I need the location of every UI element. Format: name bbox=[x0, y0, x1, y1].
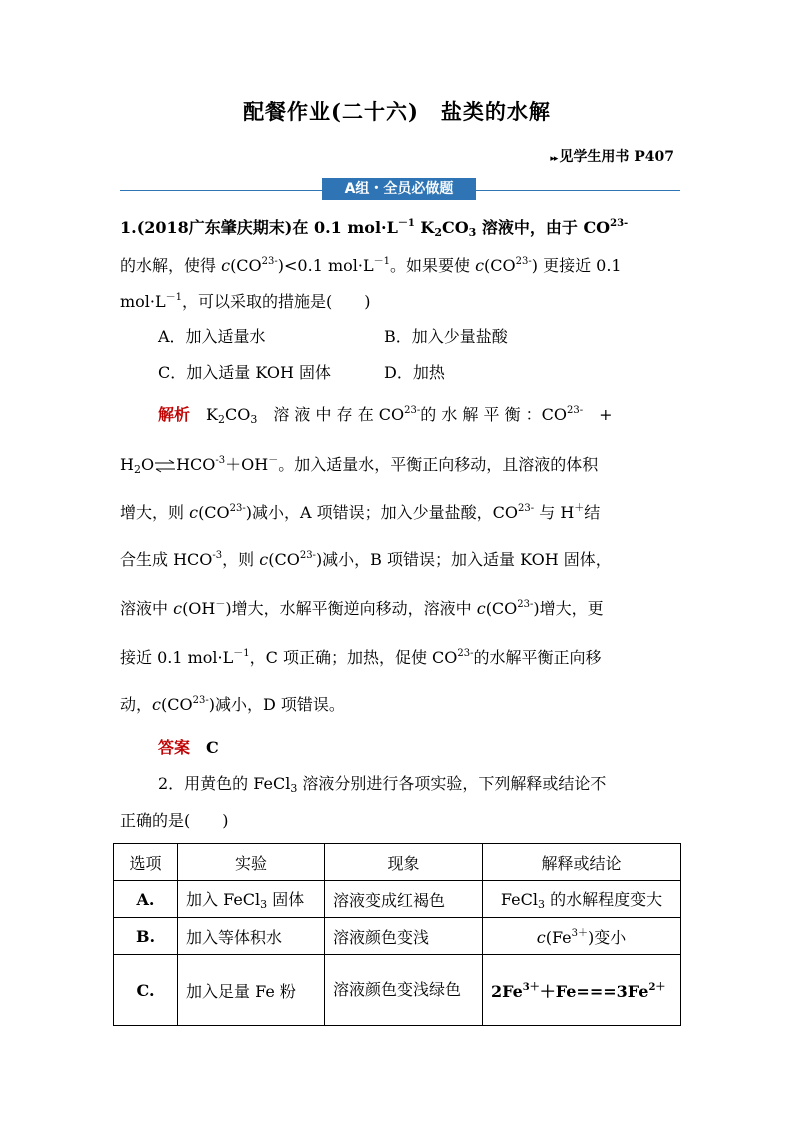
experiment-cell: 加入 FeCl$_3$ 固体 bbox=[178, 881, 325, 918]
phenomenon-cell: 溶液颜色变浅绿色 bbox=[325, 955, 483, 1026]
table-row bbox=[114, 881, 681, 918]
q1-option-c: C．加入适量 KOH 固体 bbox=[158, 363, 332, 382]
q2-line-2: 正确的是( ) bbox=[120, 811, 229, 830]
q1-line-2: 的水解，使得 $c(CO^{23-})<0.1$ $mol\cdot L^{-1}$。如果要使 $c(CO^{23-})$ 更接近 0.1 bbox=[120, 256, 622, 275]
conclusion-cell: FeCl$_3$ 的水解程度变大 bbox=[483, 881, 681, 918]
analysis-line-4: 合生成 $HCO^{-3}$，则 $c(CO^{23-})$减小，B 项错误；加入适量 KOH 固体， bbox=[120, 550, 612, 569]
table-header-cell: 现象 bbox=[325, 844, 483, 881]
conclusion-cell: $c(Fe^{3+})$变小 bbox=[483, 918, 681, 955]
q1-line-3: $mol\cdot L^{-1}$，可以采取的措施是( ) bbox=[120, 292, 371, 311]
table-header-cell: 选项 bbox=[114, 844, 178, 881]
answer-label: 答案 bbox=[158, 738, 191, 757]
experiment-cell: 加入足量 Fe 粉 bbox=[178, 955, 325, 1026]
analysis-line-3: 增大，则 $c(CO^{23-})$减小，A 项错误；加入少量盐酸，$CO^{23-}$ 与 H＋结 bbox=[120, 503, 601, 522]
table-row bbox=[114, 918, 681, 955]
q1-line-1: 1.(2018广东肇庆期末)在 0.1 $mol\cdot L^{-1}$ $K_2CO_3$ 溶液中，由于 $CO^{23-}$ bbox=[120, 218, 629, 239]
table-row bbox=[114, 955, 681, 1026]
ref-text: 见学生用书 P407 bbox=[559, 149, 674, 165]
options-table bbox=[113, 843, 681, 1026]
option-cell: A. bbox=[114, 881, 178, 918]
analysis-line-2: $H_2O$ $HCO^{-3}+OH^-$。加入适量水，平衡正向移动，且溶液的体积 bbox=[120, 455, 599, 476]
conclusion-cell: $2Fe^{3+}+Fe===3Fe^{2+}$ bbox=[483, 955, 681, 1026]
q2-line-1: 2．用黄色的 FeCl$_3$ 溶液分别进行各项实验，下列解释或结论不 bbox=[158, 774, 607, 795]
option-cell: C. bbox=[114, 955, 178, 1026]
q1-option-b: B．加入少量盐酸 bbox=[384, 327, 508, 346]
section-band: A组・全员必做题 bbox=[322, 178, 476, 200]
page-title: 配餐作业(二十六) 盐类的水解 bbox=[243, 99, 551, 124]
book-page-reference bbox=[550, 146, 674, 166]
table-header-cell: 解释或结论 bbox=[483, 844, 681, 881]
analysis-label: 解析 bbox=[158, 405, 191, 424]
answer-value: C bbox=[190, 738, 219, 757]
q1-option-d: D．加热 bbox=[384, 363, 445, 382]
table-header-cell: 实验 bbox=[178, 844, 325, 881]
phenomenon-cell: 溶液颜色变浅 bbox=[325, 918, 483, 955]
analysis-line-7: 动，$c(CO^{23-})$减小，D 项错误。 bbox=[120, 695, 345, 714]
equilibrium-arrow-icon bbox=[154, 459, 176, 473]
analysis-line-6: 接近 0.1 $mol\cdot L^{-1}$，C 项正确；加热，促使 $CO^{23-}$的水解平衡正向移 bbox=[120, 648, 602, 667]
answer-line bbox=[158, 735, 219, 758]
option-cell: B. bbox=[114, 918, 178, 955]
table-header-row bbox=[114, 844, 681, 881]
analysis-line-5: 溶液中 c(OH－)增大，水解平衡逆向移动，溶液中 $c(CO^{23-})$增大，更 bbox=[120, 599, 604, 618]
phenomenon-cell: 溶液变成红褐色 bbox=[325, 881, 483, 918]
analysis-line-1: 解析 $K_2CO_3$ 溶 液 中 存 在 $CO^{23-}$的 水 解 平 衡 ：$CO^{23-}$ + bbox=[158, 405, 613, 426]
double-arrow-icon: ▸▸ bbox=[550, 154, 558, 164]
q1-option-a: A．加入适量水 bbox=[158, 327, 266, 346]
experiment-cell: 加入等体积水 bbox=[178, 918, 325, 955]
